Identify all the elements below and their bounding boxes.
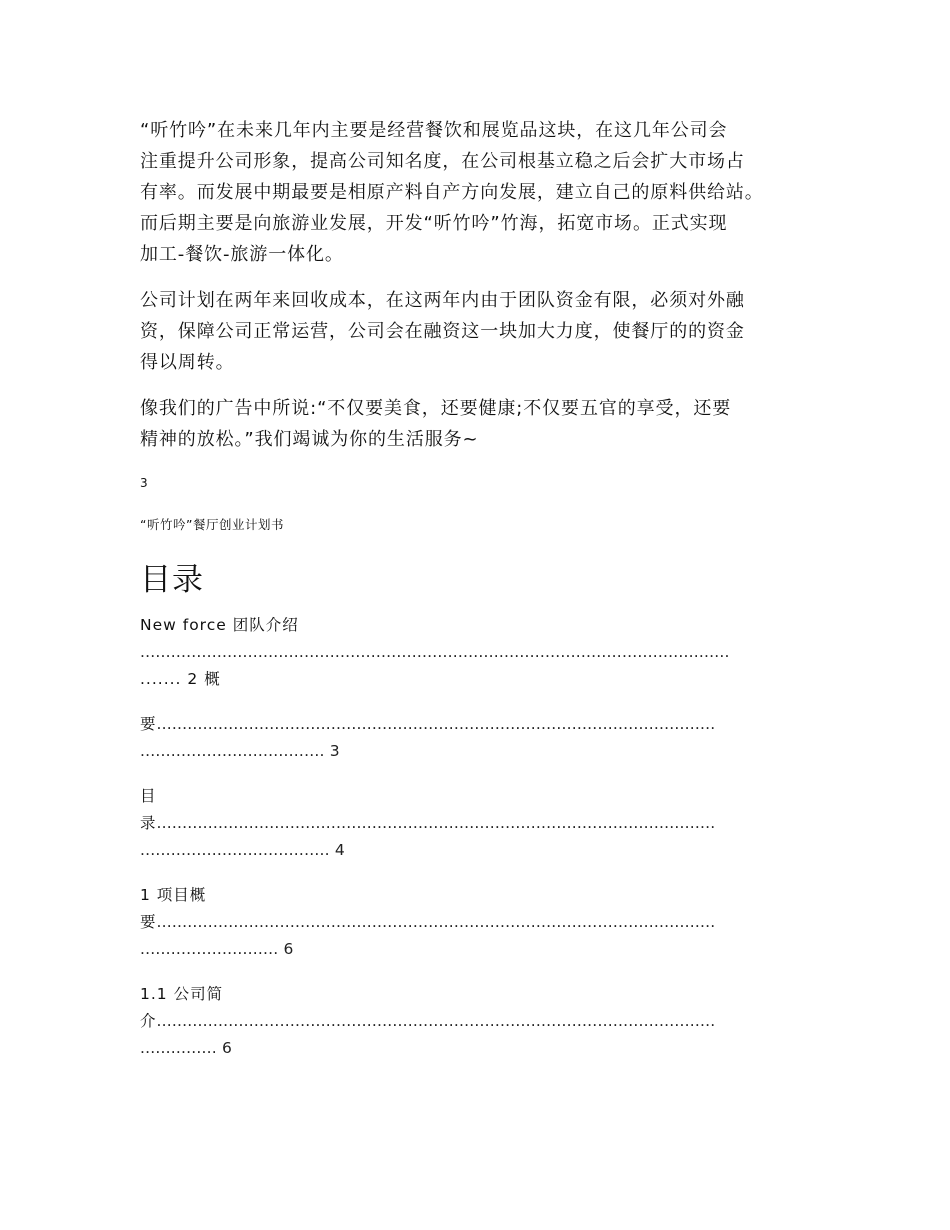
toc-row bbox=[140, 981, 808, 1008]
toc-entry-text: 要 bbox=[140, 913, 157, 931]
toc-entry-company-intro[interactable] bbox=[140, 981, 812, 1062]
toc-row bbox=[140, 810, 808, 837]
toc-leader-dots: ............... 6 bbox=[140, 1039, 233, 1057]
page-number: 3 bbox=[140, 476, 148, 490]
paragraph-line: 精神的放松。”我们竭诚为你的生活服务~ bbox=[140, 429, 479, 450]
toc-leader-dots: .................................... 3 bbox=[140, 742, 340, 760]
toc-row bbox=[140, 909, 808, 936]
paragraph-line: 得以周转。 bbox=[140, 352, 235, 373]
document-page bbox=[140, 115, 812, 1080]
body-paragraph-2 bbox=[140, 285, 812, 378]
paragraph-line: 注重提升公司形象，提高公司知名度，在公司根基立稳之后会扩大市场占 bbox=[140, 151, 745, 172]
toc-row bbox=[140, 1035, 808, 1062]
toc-leader-dots: ..................................... 4 bbox=[140, 841, 345, 859]
toc-entry-contents[interactable] bbox=[140, 783, 812, 864]
paragraph-line: 而后期主要是向旅游业发展，开发“听竹吟”竹海，拓宽市场。正式实现 bbox=[140, 213, 728, 234]
toc-entry-text: 录 bbox=[140, 814, 157, 832]
toc-leader-dots: ................................................................................................................... bbox=[140, 643, 730, 661]
toc-entry-team-intro[interactable] bbox=[140, 612, 812, 693]
toc-entry-overview[interactable] bbox=[140, 711, 812, 765]
toc-entry-text: 要 bbox=[140, 715, 157, 733]
paragraph-line: 公司计划在两年来回收成本，在这两年内由于团队资金有限，必须对外融 bbox=[140, 290, 745, 311]
toc-entry-text: New force 团队介绍 bbox=[140, 616, 299, 634]
paragraph-line: 像我们的广告中所说:“不仅要美食，还要健康;不仅要五官的享受，还要 bbox=[140, 398, 732, 419]
paragraph-line: “听竹吟”在未来几年内主要是经营餐饮和展览品这块，在这几年公司会 bbox=[140, 120, 728, 141]
toc-row bbox=[140, 936, 808, 963]
toc-leader-dots: ............................................................................................................. bbox=[156, 913, 716, 931]
toc-row bbox=[140, 639, 808, 666]
toc-row bbox=[140, 783, 808, 810]
toc-row bbox=[140, 711, 808, 738]
toc-leader-dots: ........................... 6 bbox=[140, 940, 294, 958]
toc-entry-text: 1 项目概 bbox=[140, 886, 207, 904]
toc-leader-dots: ............................................................................................................. bbox=[156, 814, 716, 832]
toc-entry-text: 1.1 公司简 bbox=[140, 985, 224, 1003]
paragraph-line: 资，保障公司正常运营，公司会在融资这一块加大力度，使餐厅的的资金 bbox=[140, 321, 745, 342]
toc-leader-dots: ............................................................................................................. bbox=[156, 1012, 716, 1030]
running-header-title: “听竹吟”餐厅创业计划书 bbox=[140, 517, 284, 532]
toc-entry-project-overview[interactable] bbox=[140, 882, 812, 963]
paragraph-line: 有率。而发展中期最要是相原产料自产方向发展，建立自己的原料供给站。 bbox=[140, 182, 764, 203]
toc-entry-text: 目 bbox=[140, 787, 157, 805]
toc-row bbox=[140, 837, 808, 864]
body-paragraph-1 bbox=[140, 115, 812, 270]
toc-row bbox=[140, 666, 808, 693]
toc-leader-dots: ............................................................................................................. bbox=[156, 715, 716, 733]
toc-row bbox=[140, 738, 808, 765]
paragraph-line: 加工-餐饮-旅游一体化。 bbox=[140, 244, 344, 265]
toc-row bbox=[140, 1008, 808, 1035]
toc-row bbox=[140, 612, 808, 639]
toc-title: 目录 bbox=[140, 562, 204, 598]
toc-entry-text: ....... 2 概 bbox=[140, 670, 221, 688]
body-paragraph-3 bbox=[140, 393, 812, 455]
toc-entry-text: 介 bbox=[140, 1012, 157, 1030]
toc-row bbox=[140, 882, 808, 909]
